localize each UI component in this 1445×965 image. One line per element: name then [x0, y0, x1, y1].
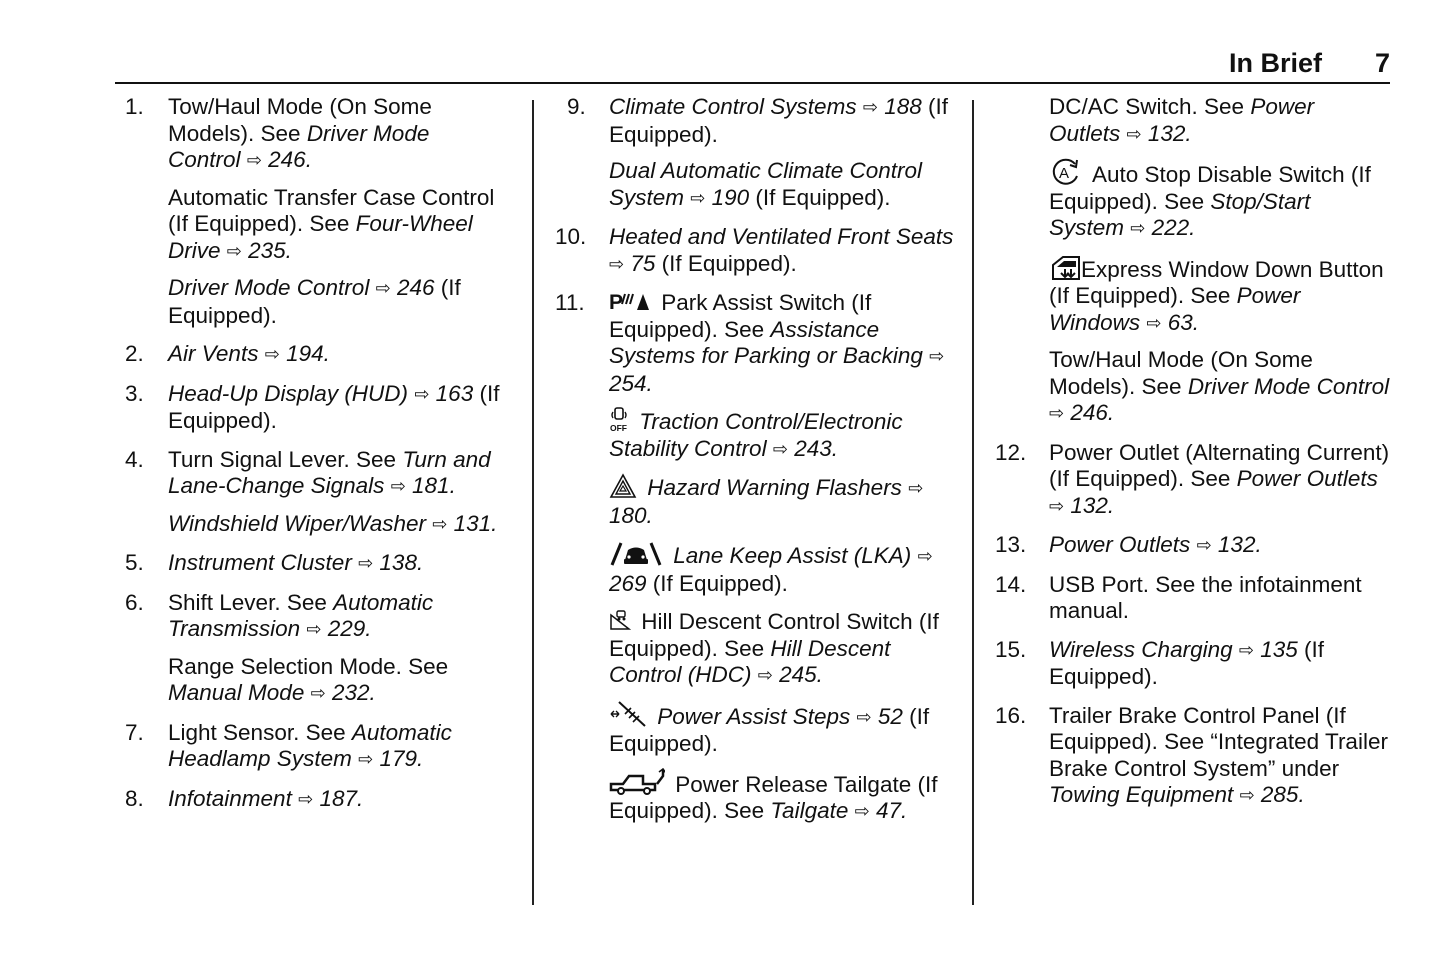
list-item — [125, 550, 505, 578]
page-ref[interactable]: 75 — [624, 250, 656, 276]
page-ref[interactable]: 243. — [787, 435, 838, 461]
sub-item — [995, 158, 1390, 243]
page-ref[interactable]: 132. — [1064, 492, 1115, 518]
item-text: Power Release Tailgate (If Equipped). See — [609, 771, 938, 823]
item-number: 9. — [567, 94, 586, 119]
page-ref[interactable]: 180. — [609, 502, 653, 528]
page-ref[interactable]: 131. — [447, 510, 498, 536]
item-text: Light Sensor. See — [168, 719, 352, 745]
item-text: (If Equipped). — [168, 380, 500, 433]
item-text: Hill Descent Control Switch (If Equipped). See — [609, 609, 939, 661]
item-text: Range Selection Mode. See — [168, 653, 449, 679]
page-ref[interactable]: 190 — [705, 184, 750, 210]
power-assist-steps-icon — [609, 700, 647, 728]
page-ref[interactable]: 132. — [1141, 120, 1192, 146]
xref-link[interactable]: Power Windows — [1049, 283, 1301, 335]
page-ref-arrow-icon: ⇨ — [246, 150, 262, 170]
page-ref[interactable]: 187. — [313, 785, 364, 811]
list-item — [125, 341, 505, 369]
xref-link[interactable]: Automatic Transmission — [168, 589, 434, 641]
sub-item — [995, 253, 1390, 338]
xref-link[interactable]: Dual Automatic Climate Control System — [609, 158, 923, 210]
page-ref[interactable]: 254. — [609, 370, 653, 396]
item-number: 11. — [555, 290, 585, 315]
page-ref-arrow-icon: ⇨ — [917, 546, 933, 566]
xref-link[interactable]: Driver Mode Control — [168, 120, 430, 172]
xref-link[interactable]: Automatic Headlamp System — [168, 719, 452, 771]
auto-stop-icon — [1049, 158, 1083, 186]
column-divider — [532, 100, 534, 905]
page-ref[interactable]: 132. — [1211, 532, 1262, 557]
page-ref[interactable]: 246 — [390, 275, 435, 300]
page-ref[interactable]: 285. — [1254, 782, 1305, 807]
page-header — [115, 44, 1390, 84]
xref-link[interactable]: Power Outlets — [1049, 532, 1191, 557]
xref-link[interactable]: Manual Mode — [168, 680, 305, 705]
xref-link[interactable]: Hazard Warning Flashers — [641, 475, 902, 500]
item-text: Turn Signal Lever. See — [168, 446, 403, 472]
xref-link[interactable]: Climate Control Systems — [609, 94, 857, 119]
page-ref-arrow-icon: ⇨ — [1049, 403, 1065, 423]
page-ref-arrow-icon: ⇨ — [854, 801, 870, 821]
page-ref-arrow-icon: ⇨ — [298, 788, 314, 809]
page-ref-arrow-icon: ⇨ — [1126, 123, 1142, 144]
page-ref-arrow-icon: ⇨ — [358, 553, 374, 573]
xref-link[interactable]: Power Outlets — [1049, 94, 1315, 146]
xref-link[interactable]: Stop/Start System — [1049, 188, 1311, 240]
list-item — [555, 94, 955, 148]
list-item — [125, 590, 505, 644]
page-ref-arrow-icon: ⇨ — [929, 346, 945, 366]
list-item — [995, 532, 1390, 560]
page-ref[interactable]: 163 — [429, 380, 474, 406]
page-ref-arrow-icon: ⇨ — [1146, 312, 1162, 333]
hazard-warning-icon — [609, 473, 637, 499]
sub-item — [555, 607, 955, 690]
list-item — [125, 381, 505, 435]
sub-item — [555, 539, 955, 597]
page-ref-arrow-icon: ⇨ — [1049, 495, 1065, 516]
xref-link[interactable]: Lane Keep Assist (LKA) — [667, 543, 912, 568]
list-item — [995, 440, 1390, 521]
svg-text:OFF: OFF — [610, 423, 627, 433]
page-ref-arrow-icon: ⇨ — [1130, 218, 1146, 238]
list-item — [125, 720, 505, 774]
page-ref-arrow-icon: ⇨ — [310, 683, 326, 703]
item-number: 8. — [125, 785, 144, 811]
item-text: Express Window Down Button (If Equipped). See — [1049, 256, 1384, 308]
page-ref-arrow-icon: ⇨ — [432, 513, 448, 534]
item-number: 13. — [995, 532, 1027, 557]
traction-control-off-icon — [609, 407, 629, 433]
page-ref[interactable]: 229. — [321, 616, 372, 641]
page-ref-arrow-icon: ⇨ — [856, 706, 872, 727]
xref-link[interactable]: Instrument Cluster — [168, 550, 352, 575]
item-text: Park Assist Switch (If Equipped). See — [609, 290, 872, 342]
section-title: In Brief — [1228, 48, 1322, 78]
power-tailgate-icon — [609, 768, 665, 796]
sub-item — [995, 347, 1390, 428]
page-ref[interactable]: 235. — [241, 237, 292, 263]
item-text: Power Outlet (Alternating Current) (If Equipped). See — [1049, 439, 1390, 491]
page-ref-arrow-icon: ⇨ — [772, 438, 788, 459]
item-number: 4. — [125, 446, 144, 472]
page-ref[interactable]: 135 — [1253, 636, 1298, 662]
page-ref[interactable]: 232. — [325, 680, 376, 705]
page-ref-arrow-icon: ⇨ — [375, 278, 391, 298]
lane-keep-assist-icon — [609, 539, 663, 567]
item-text: (If Equipped). — [609, 703, 930, 756]
item-number: 2. — [125, 341, 144, 366]
list-item — [995, 703, 1390, 810]
page-ref-arrow-icon: ⇨ — [358, 749, 374, 769]
item-text: USB Port. See the infotainment manual. — [1049, 571, 1362, 623]
sub-item — [125, 185, 505, 266]
item-text: (If Equipped). — [168, 275, 461, 328]
item-number: 15. — [995, 636, 1027, 662]
page-ref-arrow-icon: ⇨ — [306, 619, 322, 639]
item-number: 1. — [125, 94, 144, 119]
park-assist-icon — [609, 290, 651, 314]
page-ref-arrow-icon: ⇨ — [1196, 535, 1212, 555]
sub-item — [125, 275, 505, 329]
item-number: 12. — [995, 439, 1027, 465]
page-ref[interactable]: 181. — [405, 473, 456, 498]
item-text: Auto Stop Disable Switch (If Equipped). See — [1049, 162, 1371, 214]
sub-item — [555, 768, 955, 826]
page-ref[interactable]: 246. — [261, 147, 312, 172]
column-divider — [972, 100, 974, 905]
page-ref-arrow-icon: ⇨ — [609, 253, 625, 274]
page-ref[interactable]: 63. — [1161, 309, 1199, 335]
list-item — [555, 224, 955, 278]
page-ref[interactable]: 52 — [871, 703, 903, 729]
column-left — [125, 94, 505, 825]
sub-item — [555, 700, 955, 758]
item-number: 7. — [125, 719, 144, 745]
xref-link[interactable]: Heated and Ventilated Front Seats — [609, 224, 954, 249]
page-ref-arrow-icon: ⇨ — [414, 383, 430, 404]
item-number: 14. — [995, 571, 1027, 597]
page-ref-arrow-icon: ⇨ — [226, 240, 242, 261]
sub-item — [125, 654, 505, 708]
page-ref-arrow-icon: ⇨ — [757, 665, 773, 685]
xref-link[interactable]: Power Outlets — [1236, 466, 1378, 491]
xref-link[interactable]: Towing Equipment — [1049, 782, 1234, 807]
express-window-icon — [1049, 253, 1081, 281]
page-ref[interactable]: 188 — [877, 94, 922, 119]
column-right — [995, 94, 1390, 822]
page-ref[interactable]: 179. — [373, 746, 424, 771]
hill-descent-icon — [609, 607, 631, 633]
xref-link[interactable]: Assistance Systems for Parking or Backing — [609, 316, 923, 368]
page-ref[interactable]: 47. — [869, 798, 908, 823]
page-ref[interactable]: 245. — [772, 662, 823, 687]
xref-link[interactable]: Turn and Lane-Change Signals — [168, 446, 491, 498]
item-text: Automatic Transfer Case Control (If Equipped). See — [168, 184, 495, 236]
xref-link[interactable]: Driver Mode Control — [168, 275, 370, 300]
svg-text:A: A — [1059, 165, 1070, 182]
page-ref[interactable]: 222. — [1145, 215, 1196, 240]
page-ref-arrow-icon: ⇨ — [862, 97, 878, 117]
xref-link[interactable]: Windshield Wiper/Washer — [168, 510, 427, 536]
item-text: Trailer Brake Control Panel (If Equipped). See “Integrated Trailer Brake Control System” under — [1049, 702, 1388, 781]
page-ref-arrow-icon: ⇨ — [1239, 785, 1255, 805]
item-text: Shift Lever. See — [168, 589, 334, 615]
item-number: 3. — [125, 380, 144, 406]
list-item — [125, 447, 505, 501]
xref-link[interactable]: Power Assist Steps — [651, 703, 851, 729]
page-number: 7 — [1374, 48, 1390, 78]
list-item — [125, 94, 505, 175]
sub-item — [125, 511, 505, 539]
item-number: 16. — [995, 702, 1027, 728]
page-ref[interactable]: 246. — [1064, 400, 1115, 425]
xref-link[interactable]: Tailgate — [770, 798, 849, 823]
sub-item — [555, 407, 955, 463]
item-text: (If Equipped). — [749, 184, 891, 210]
page-ref[interactable]: 269 — [609, 570, 647, 596]
item-text: (If Equipped). — [646, 570, 788, 596]
column-middle — [555, 94, 955, 838]
xref-link[interactable]: Air Vents — [168, 341, 259, 366]
xref-link[interactable]: Four-Wheel Drive — [168, 211, 473, 263]
sub-item — [555, 473, 955, 529]
item-number: 5. — [125, 550, 144, 575]
page-ref[interactable]: 138. — [373, 550, 424, 575]
svg-text:P: P — [609, 291, 624, 314]
sub-item — [555, 158, 955, 212]
item-text: (If Equipped). — [1049, 636, 1325, 689]
page-ref-arrow-icon: ⇨ — [390, 476, 406, 496]
list-item — [995, 637, 1390, 691]
xref-link[interactable]: Traction Control/Electronic Stability Control — [609, 409, 903, 461]
page-ref-arrow-icon: ⇨ — [690, 187, 706, 208]
page-ref-arrow-icon: ⇨ — [1238, 639, 1254, 660]
item-text: DC/AC Switch. See — [1049, 94, 1251, 119]
xref-link[interactable]: Driver Mode Control — [1187, 373, 1390, 399]
list-item — [555, 290, 955, 397]
list-item — [125, 786, 505, 814]
list-item — [995, 572, 1390, 625]
xref-link[interactable]: Hill Descent Control (HDC) — [609, 635, 891, 687]
page-ref-arrow-icon: ⇨ — [264, 344, 280, 364]
xref-link[interactable]: Wireless Charging — [1049, 636, 1233, 662]
page-ref-arrow-icon: ⇨ — [908, 478, 924, 498]
sub-item — [995, 94, 1390, 148]
item-number: 10. — [555, 224, 587, 249]
item-text: (If Equipped). — [655, 250, 797, 276]
item-text: Tow/Haul Mode (On Some Models). See — [1049, 347, 1313, 399]
xref-link[interactable]: Infotainment — [168, 785, 292, 811]
item-number: 6. — [125, 589, 144, 615]
item-text: Tow/Haul Mode (On Some Models). See — [168, 94, 432, 146]
page-ref[interactable]: 194. — [279, 341, 330, 366]
xref-link[interactable]: Head-Up Display (HUD) — [168, 380, 409, 406]
item-text: (If Equipped). — [609, 94, 948, 147]
